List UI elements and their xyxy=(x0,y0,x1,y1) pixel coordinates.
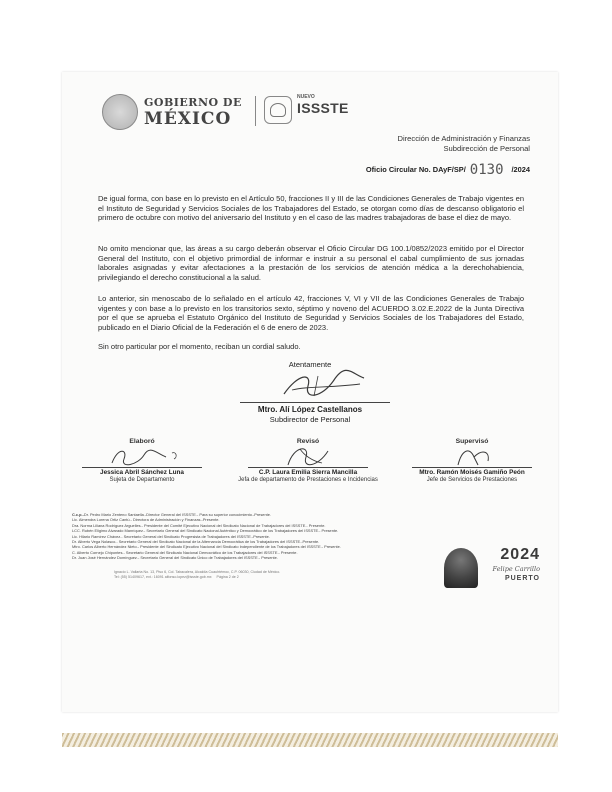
elaboro-label: Elaboró xyxy=(129,438,155,445)
anniversary-name: Felipe Carrillo xyxy=(492,565,540,573)
decorative-band xyxy=(62,733,558,747)
letterhead xyxy=(102,92,522,132)
department-line: Dirección de Administración y Finanzas xyxy=(397,134,530,143)
oficio-year: /2024 xyxy=(511,165,530,174)
elaboro-signature-icon xyxy=(82,445,202,467)
document-page xyxy=(62,72,558,712)
ccp-entry-2: Lic. Almendra Lorena Ortiz Cantú.- Directora de Administración y Finanzas.-Presente. xyxy=(72,517,220,523)
elaboro-role: Sujeta de Departamento xyxy=(109,477,175,483)
ccp-entry-3: Dra. Norma Liliana Rodríguez Arguelles.- Presidente del Comité Ejecutivo Nacional del Sindicato Nacional de Trabajadores del ISSSTE.- Presente. xyxy=(72,522,326,528)
anniversary-puerto: PUERTO xyxy=(504,575,540,582)
main-signature-line xyxy=(240,402,390,403)
anniversary-logo xyxy=(442,544,546,590)
reviso-name: C.P. Laura Emilia Sierra Mancilla xyxy=(258,469,358,476)
oficio-reference xyxy=(366,160,530,176)
footer-address: Ignacio L. Vallarta No. 13, Piso 6, Col. Tabacalera, Alcaldía Cuauhtémoc, C.P. 06030, Ciudad de México. xyxy=(114,570,281,574)
paragraph-2: No omito mencionar que, las áreas a su cargo deberán observar el Oficio Circular DG 100.1/0852/2023 emitido por el Director General del Instituto, con el objetivo primordial de informar e instruir a su personal el cabal cumplimiento de sus jornadas laborales asignadas y evitar afectaciones a la prestación de los servicios de atención médica a la derechohabiencia, privilegiando el derecho constitucional a la salud. xyxy=(98,244,524,282)
portrait-icon xyxy=(444,548,478,588)
footer-contact-text: Tel: (55) 51409617, ext.: 16091 alfonso.lopez@issste.gob.mx xyxy=(114,574,212,579)
signer-role: Subdirector de Personal xyxy=(269,415,351,424)
footer-contact xyxy=(114,575,394,580)
superviso-label: Supervisó xyxy=(455,438,489,445)
ccp-entry-5: Lic. Hilario Ramírez Chávez.- Secretario General del Sindicato Progresista de Trabajadores del ISSSTE.-Presente. xyxy=(72,533,270,539)
nuevo-text: NUEVO xyxy=(297,94,315,100)
signature-elaboro xyxy=(72,438,212,485)
issste-text: ISSSTE xyxy=(297,100,349,116)
header-divider xyxy=(255,96,256,126)
anniversary-year: 2024 xyxy=(500,546,540,563)
signature-superviso xyxy=(402,438,542,485)
reviso-line xyxy=(248,467,368,468)
oficio-label: Oficio Circular No. DAyF/SP/ xyxy=(365,165,466,174)
ccp-entry-9: Dr. Juan José Hernández Domínguez.- Secretario General del Sindicato Único de Trabajadores del ISSSTE.- Presente. xyxy=(72,555,278,561)
elaboro-name: Jessica Abril Sánchez Luna xyxy=(100,469,184,476)
issste-logo-icon xyxy=(264,96,292,124)
mexico-text: MÉXICO xyxy=(144,109,232,129)
ccp-entry-6: Dr. Alberto Vega Nolasco.- Secretario General del Sindicato Nacional de la Alternancia Democrática de los Trabajadores del ISSSTE.-Presente. xyxy=(72,539,320,545)
paragraph-1: De igual forma, con base en lo previsto en el Artículo 50, fracciones II y III de las Condiciones Generales de Trabajo vigentes en el Instituto de Seguridad y Servicios Sociales de los Trabajadores del Estado, se otorgan como días de descanso obligatorio el primero de octubre con motivo del aniversario del Instituto y en el caso de las madres trabajadoras de base el diez de mayo. xyxy=(98,194,524,223)
oficio-number: 0130 xyxy=(469,162,504,178)
atentamente-text: Atentamente xyxy=(288,360,332,369)
gobierno-de-text: GOBIERNO DE xyxy=(144,96,242,109)
superviso-role: Jefe de Servicios de Prestaciones xyxy=(426,477,518,483)
reviso-label: Revisó xyxy=(296,438,320,445)
subdepartment-line: Subdirección de Personal xyxy=(443,144,530,153)
signer-name: Mtro. Alí López Castellanos xyxy=(257,405,363,414)
reviso-signature-icon xyxy=(248,445,368,467)
ccp-entry-8: C. Alberto Cornejo Chipontes.- Secretario General del Sindicato Nacional Democrático de los Trabajadores del ISSSTE.- Presente. xyxy=(72,549,298,555)
department-block xyxy=(397,134,530,154)
ccp-entry-1: Dr. Pedro Mario Zenteno Santaella.-Director General del ISSSTE.- Para su superior conocimiento.-Presente. xyxy=(83,512,271,517)
ccp-lead: C.c.p.- xyxy=(72,512,84,517)
ccp-entry-4: LCC. Rubén Eligimo Alvarado Manríquez.- Secretario General del Sindicato Nacional Auténtico y Democrático de los Trabajadores del ISSSTE.- Presente. xyxy=(72,528,339,534)
signature-reviso xyxy=(238,438,378,485)
superviso-line xyxy=(412,467,532,468)
paragraph-3: Lo anterior, sin menoscabo de lo señalado en el artículo 42, fracciones V, VI y VII de las Condiciones Generales de Trabajo vigentes y con base a lo previsto en los transitorios sexto, séptimo y noveno del ACUERDO 3.02.E.2022 de la Junta Directiva por el que se aprueba el Estatuto Orgánico del Instituto de Seguridad y Servicios Sociales de los Trabajadores del Estado, publicado en el Diario Oficial de la Federación el 6 de enero de 2023. xyxy=(98,294,524,332)
elaboro-line xyxy=(82,467,202,468)
mexico-seal-logo xyxy=(102,94,138,130)
superviso-signature-icon xyxy=(412,445,532,467)
main-signature-icon xyxy=(278,368,368,402)
ccp-block xyxy=(72,512,442,561)
reviso-role: Jefa de departamento de Prestaciones e Incidencias xyxy=(238,477,378,483)
superviso-name: Mtro. Ramón Moisés Gamiño Peón xyxy=(419,469,525,476)
footer-page: Página 2 de 2 xyxy=(216,574,239,579)
paragraph-4: Sin otro particular por el momento, reciban un cordial saludo. xyxy=(98,342,301,351)
ccp-entry-7: Mtro. Carlos Alberto Hernández Nieto.- Presidente del Sindicato Ejecutivo Nacional del Sindicato Independiente de los Trabajadores del ISSSTE.- Presente. xyxy=(72,544,341,550)
footer-address-block xyxy=(114,570,394,579)
